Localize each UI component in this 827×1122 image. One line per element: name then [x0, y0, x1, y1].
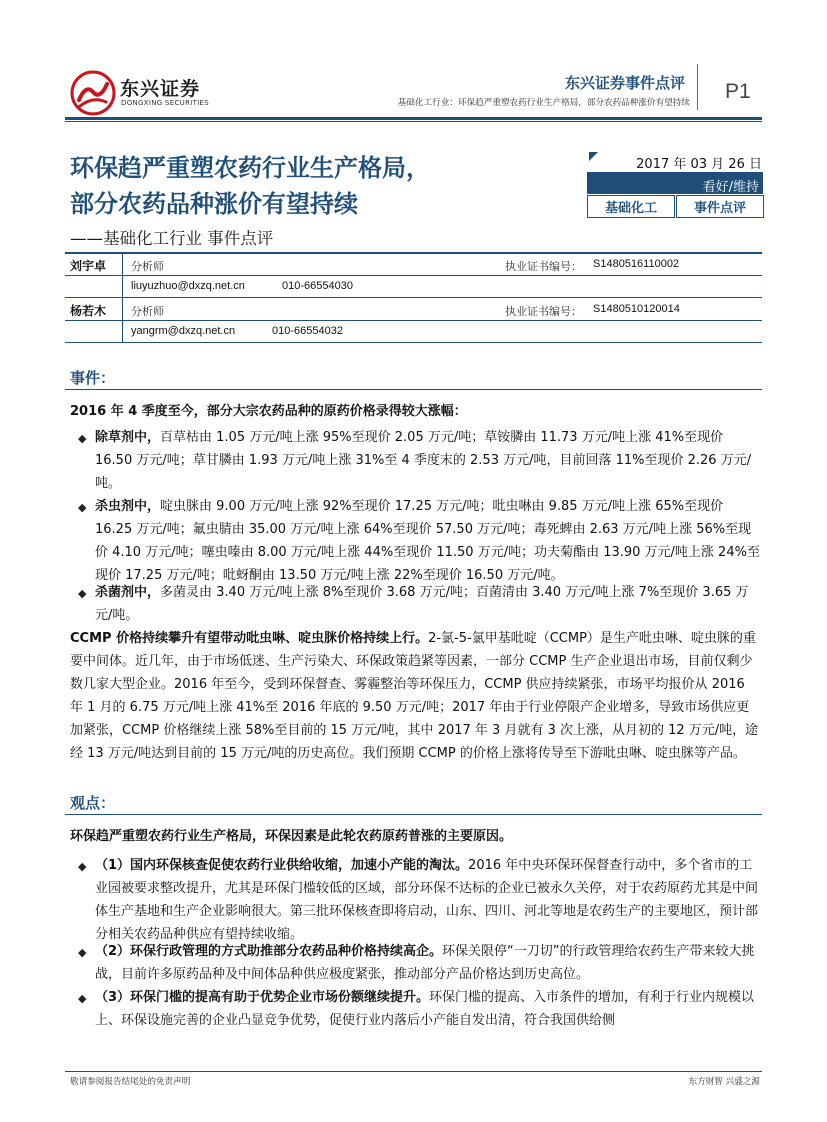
view-bullet-2: （2）环保行政管理的方式助推部分农药品种价格持续高企。环保关限停“一刀切”的行政管理给农药生产带来较大挑战，目前许多原药品种及中间体品种供应极度紧张，推动部分产品价格达到历史高位。 — [95, 944, 755, 982]
view-lead: 环保趋严重塑农药行业生产格局，环保因素是此轮农药原药普涨的主要原因。 — [70, 829, 513, 844]
bullet-icon: ◆ — [78, 946, 87, 959]
analyst-table-rule — [65, 297, 762, 298]
license-number: S1480516110002 — [593, 258, 680, 270]
report-title-line1: 环保趋严重塑农药行业生产格局， — [70, 154, 430, 182]
bullet-icon: ◆ — [78, 587, 87, 600]
event-lead: 2016 年 4 季度至今，部分大宗农药品种的原药价格录得较大涨幅： — [70, 404, 467, 419]
header-rule — [65, 117, 762, 120]
header-divider — [697, 64, 698, 110]
brand-name-en: DONGXING SECURITIES — [121, 99, 210, 107]
triangle-marker-icon — [589, 152, 598, 161]
analyst-role: 分析师 — [131, 260, 164, 273]
report-type: 东兴证券事件点评 — [564, 74, 685, 92]
view-bullet-3: （3）环保门槛的提高有助于优势企业市场份额继续提升。环保门槛的提高、入市条件的增加，有利于行业内规模以上、环保设施完善的企业凸显竞争优势，促使行业内落后小产能自发出清，符合我国供给侧 — [95, 990, 755, 1028]
report-date: 2017 年 03 月 26 日 — [636, 157, 762, 172]
header-rule-thin — [65, 121, 762, 122]
footer-disclaimer: 敬请参阅报告结尾处的免责声明 — [70, 1077, 191, 1087]
event-bullet-fungicide: 杀菌剂中，多菌灵由 3.40 万元/吨上涨 8%至现价 3.68 万元/吨；百菌清由 3.40 万元/吨上涨 7%至现价 3.65 万元/吨。 — [95, 585, 749, 623]
brand-name-cn: 东兴证券 — [120, 78, 201, 100]
analyst-table-rule — [65, 275, 762, 276]
analyst-name: 杨若木 — [70, 304, 107, 318]
header-subtitle: 基础化工行业：环保趋严重塑农药行业生产格局，部分农药品种涨价有望持续 — [397, 98, 690, 108]
view-bullet-1: （1）国内环保核查促使农药行业供给收缩，加速小产能的淘汰。2016 年中央环保环保督查行动中，多个省市的工业园被要求整改提升，尤其是环保门槛较低的区域，部分环保不达标的企业已被永久关停，对于农药原药尤其是中间体生产基地和生产企业影响很大。第三批环保核查即将启动，山东、四川、河北等地是农药生产的主要地区，预计部分相关农药品种供应有望持续收缩。 — [95, 858, 759, 942]
report-subtitle: ——基础化工行业 事件点评 — [70, 229, 274, 248]
view-heading: 观点： — [70, 794, 116, 812]
analyst-email-link[interactable]: yangrm@dxzq.net.cn — [131, 325, 236, 337]
section-rule — [65, 814, 762, 815]
page-number: P1 — [725, 80, 751, 103]
license-label: 执业证书编号： — [505, 305, 582, 318]
event-bullet-herbicide: 除草剂中，百草枯由 1.05 万元/吨上涨 95%至现价 2.05 万元/吨；草铵膦由 11.73 万元/吨上涨 41%至现价 16.50 万元/吨；草甘膦由 1.93 万元/吨上涨 31%至 4 季度末的 2.53 万元/吨，目前回落 11%至现价 2.26 万元/吨。 — [95, 430, 752, 491]
analyst-phone: 010-66554032 — [272, 325, 343, 337]
bullet-icon: ◆ — [78, 992, 87, 1005]
analyst-table-rule — [65, 342, 762, 343]
footer-slogan: 东方财智 兴盛之源 — [688, 1077, 760, 1087]
analyst-table-rule — [65, 320, 762, 321]
analyst-email-link[interactable]: liuyuzhuo@dxzq.net.cn — [131, 280, 245, 292]
dongxing-logo-icon — [70, 70, 116, 116]
analyst-role: 分析师 — [131, 305, 164, 318]
license-number: S1480510120014 — [593, 303, 680, 315]
analyst-table-top-rule — [65, 252, 762, 254]
report-title-line2: 部分农药品种涨价有望持续 — [70, 190, 358, 218]
bullet-icon: ◆ — [78, 432, 87, 445]
license-label: 执业证书编号： — [505, 260, 582, 273]
event-heading: 事件： — [70, 369, 116, 387]
section-rule — [65, 389, 762, 390]
rating-label: 看好/维持 — [702, 180, 759, 195]
bullet-icon: ◆ — [78, 860, 87, 873]
analyst-table-divider — [122, 254, 123, 342]
analyst-phone: 010-66554030 — [282, 280, 353, 292]
event-bullet-insecticide: 杀虫剂中，啶虫脒由 9.00 万元/吨上涨 92%至现价 17.25 万元/吨；吡虫啉由 9.85 万元/吨上涨 65%至现价 16.25 万元/吨；氟虫腈由 35.00 万元/吨上涨 64%至现价 57.50 万元/吨；毒死蜱由 2.63 万元/吨上涨 56%至现价 4.10 万元/吨；噻虫嗪由 8.00 万元/吨上涨 44%至现价 11.50 万元/吨；功夫菊酯由 13.90 万元/吨上涨 24%至现价 17.25 万元/吨；吡蚜酮由 13.50 万元/吨上涨 22%至现价 16.50 万元/吨。 — [95, 499, 760, 583]
footer-rule — [65, 1071, 762, 1072]
type-tag: 事件点评 — [693, 201, 746, 216]
ccmp-paragraph: CCMP 价格持续攀升有望带动吡虫啉、啶虫脒价格持续上行。2-氯-5-氯甲基吡啶（CCMP）是生产吡虫啉、啶虫脒的重要中间体。近几年，由于市场低迷、生产污染大、环保政策趋紧等因素，一部分 CCMP 生产企业退出市场，目前仅剩少数几家大型企业。2016 年至今，受到环保督查、雾霾整治等环保压力，CCMP 供应持续紧张，市场平均报价从 2016 年 1 月的 6.75 万元/吨上涨 41%至 2016 年底的 9.50 万元/吨；2017 年由于行业停限产企业增多，导致市场供应更加紧张，CCMP 价格继续上涨 58%至目前的 15 万元/吨，其中 2017 年 3 月就有 3 次上涨，从月初的 12 万元/吨，途经 13 万元/吨达到目前的 15 万元/吨的历史高位。我们预期 CCMP 的价格上涨将传导至下游吡虫啉、啶虫脒等产品。 — [70, 631, 759, 761]
industry-tag: 基础化工 — [604, 201, 657, 216]
bullet-icon: ◆ — [78, 501, 87, 514]
analyst-name: 刘宇卓 — [70, 259, 107, 273]
